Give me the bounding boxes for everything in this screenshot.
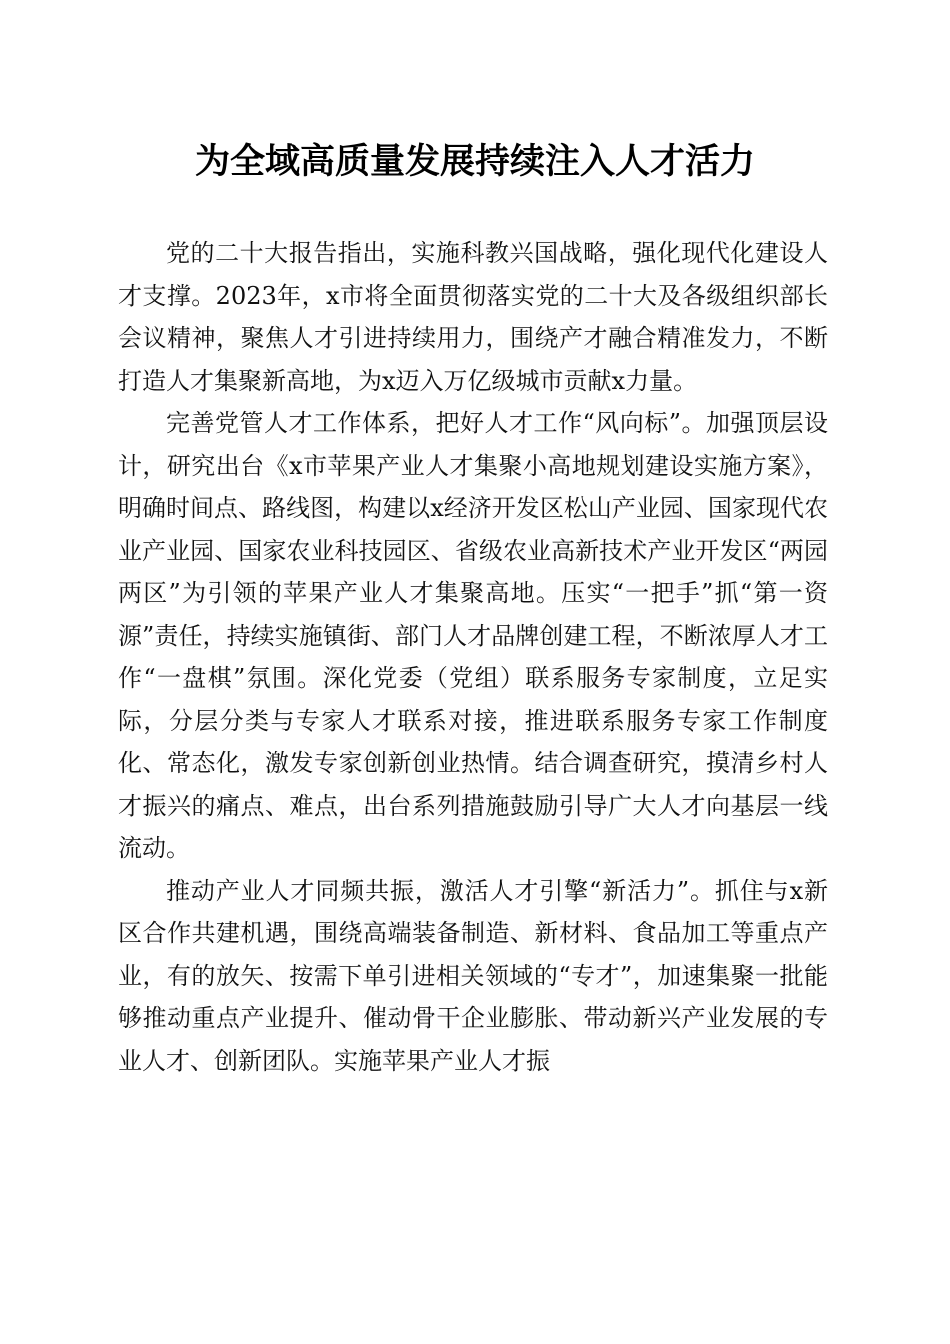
paragraph-industry-talent: 推动产业人才同频共振，激活人才引擎“新活力”。抓住与x新区合作共建机遇，围绕高端装备制造、新材料、食品加工等重点产业，有的放矢、按需下单引进相关领域的“专才”，加速集聚一批能够推动重点产业提升、催动骨干企业膨胀、带动新兴产业发展的专业人才、创新团队。实施苹果产业人才振 bbox=[118, 876, 828, 1075]
paragraph-talent-system: 完善党管人才工作体系，把好人才工作“风向标”。加强顶层设计，研究出台《x市苹果产业人才集聚小高地规划建设实施方案》，明确时间点、路线图，构建以x经济开发区松山产业园、国家现代农业产业园、国家农业科技园区、省级农业高新技术产业开发区“两园两区”为引领的苹果产业人才集聚高地。压实“一把手”抓“第一资源”责任，持续实施镇街、部门人才品牌创建工程，不断浓厚人才工作“一盘棋”氛围。深化党委（党组）联系服务专家制度，立足实际，分层分类与专家人才联系对接，推进联系服务专家工作制度化、常态化，激发专家创新创业热情。结合调查研究，摸清乡村人才振兴的痛点、难点，出台系列措施鼓励引导广大人才向基层一线流动。 bbox=[118, 409, 828, 862]
document-title: 为全域高质量发展持续注入人才活力 bbox=[194, 141, 755, 182]
document-body bbox=[118, 232, 828, 1082]
paragraph-intro: 党的二十大报告指出，实施科教兴国战略，强化现代化建设人才支撑。2023年，x市将全面贯彻落实党的二十大及各级组织部长会议精神，聚焦人才引进持续用力，围绕产才融合精准发力，不断打造人才集聚新高地，为x迈入万亿级城市贡献x力量。 bbox=[118, 239, 828, 395]
